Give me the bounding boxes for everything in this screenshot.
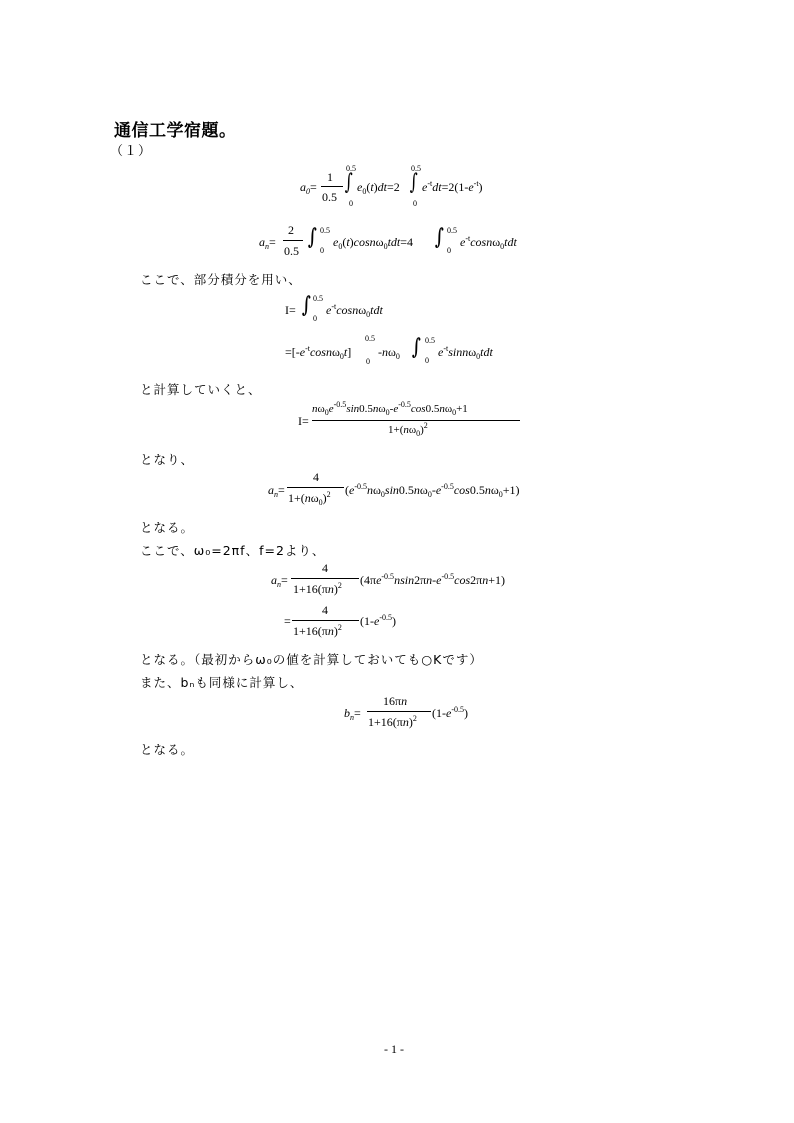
text-partial-integration: ここで、部分積分を用い、 bbox=[140, 272, 302, 287]
text-calculate: と計算していくと、 bbox=[140, 382, 262, 397]
page-number: - 1 - bbox=[384, 1042, 404, 1056]
text-becomes-4: となる。 bbox=[140, 742, 195, 757]
text-omega-definition: ここで、ω₀=2πf、f=2より、 bbox=[140, 543, 326, 558]
text-becomes-3: となる。（最初からω₀の値を計算しておいても○Kです） bbox=[140, 652, 483, 667]
text-becomes: となり、 bbox=[140, 452, 195, 467]
page-title: 通信工学宿題。 bbox=[114, 121, 237, 141]
text-bn-similar: また、bₙも同様に計算し、 bbox=[140, 675, 304, 690]
text-becomes-2: となる。 bbox=[140, 520, 195, 535]
problem-number: （１） bbox=[110, 144, 153, 159]
